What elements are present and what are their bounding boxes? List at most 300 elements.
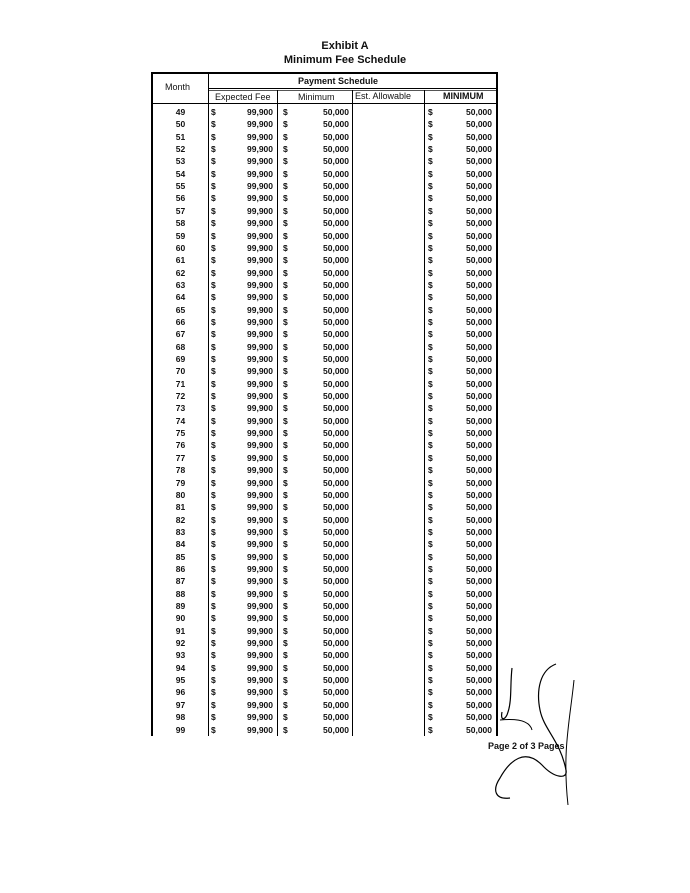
currency-symbol: $: [428, 267, 433, 278]
expected-fee-cell: 99,900: [247, 526, 273, 537]
minimum-caps-cell: 50,000: [466, 576, 492, 587]
minimum-caps-cell: 50,000: [466, 341, 492, 352]
expected-fee-cell: 99,900: [247, 316, 273, 327]
minimum-caps-cell: 50,000: [466, 477, 492, 488]
table-row: [153, 304, 496, 316]
minimum-cell: 50,000: [323, 539, 349, 550]
month-cell: 68: [175, 341, 186, 352]
currency-symbol: $: [211, 601, 216, 611]
currency-symbol: $: [428, 440, 433, 451]
minimum-cell: 50,000: [323, 502, 349, 513]
month-cell: 89: [175, 601, 186, 611]
minimum-caps-cell: 50,000: [466, 193, 492, 204]
currency-symbol: $: [428, 218, 433, 229]
currency-symbol: $: [283, 391, 288, 402]
minimum-cell: 50,000: [323, 477, 349, 488]
month-cell: 51: [175, 131, 186, 142]
month-cell: 69: [175, 354, 186, 364]
expected-fee-cell: 99,900: [247, 687, 273, 698]
table-row: [153, 143, 496, 155]
minimum-caps-cell: 50,000: [466, 489, 492, 500]
month-cell: 91: [175, 625, 186, 636]
col-header-payment-schedule: Payment Schedule: [298, 76, 379, 86]
expected-fee-cell: 99,900: [247, 292, 273, 303]
handwritten-signature: [470, 660, 580, 810]
month-cell: 92: [175, 638, 186, 649]
currency-symbol: $: [283, 526, 288, 537]
currency-symbol: $: [283, 354, 288, 364]
expected-fee-cell: 99,900: [247, 403, 273, 414]
table-row: [153, 625, 496, 637]
expected-fee-cell: 99,900: [247, 218, 273, 229]
currency-symbol: $: [428, 242, 433, 253]
currency-symbol: $: [428, 354, 433, 364]
col-header-est-allowable: Est. Allowable: [355, 91, 412, 101]
currency-symbol: $: [428, 687, 433, 698]
currency-symbol: $: [428, 131, 433, 142]
currency-symbol: $: [428, 489, 433, 500]
minimum-cell: 50,000: [323, 712, 349, 723]
month-cell: 58: [175, 218, 186, 229]
currency-symbol: $: [428, 551, 433, 562]
minimum-caps-cell: 50,000: [466, 378, 492, 389]
expected-fee-cell: 99,900: [247, 415, 273, 426]
currency-symbol: $: [428, 662, 433, 673]
table-row: [153, 600, 496, 612]
month-cell: 85: [175, 551, 186, 562]
expected-fee-cell: 99,900: [247, 440, 273, 451]
exhibit-title: Exhibit A: [321, 40, 369, 52]
currency-symbol: $: [283, 563, 288, 574]
currency-symbol: $: [211, 502, 216, 513]
month-cell: 64: [175, 292, 186, 303]
table-row: [153, 279, 496, 291]
table-row: [153, 439, 496, 451]
expected-fee-cell: 99,900: [247, 588, 273, 599]
currency-symbol: $: [283, 415, 288, 426]
table-row: [153, 563, 496, 575]
header-bottom-rule: [153, 103, 496, 104]
currency-symbol: $: [428, 502, 433, 513]
month-cell: 53: [175, 156, 186, 167]
month-cell: 60: [175, 242, 186, 253]
currency-symbol: $: [283, 205, 288, 216]
col-header-expected-fee: Expected Fee: [215, 92, 271, 102]
minimum-cell: 50,000: [323, 144, 349, 155]
minimum-cell: 50,000: [323, 588, 349, 599]
minimum-cell: 50,000: [323, 230, 349, 241]
expected-fee-cell: 99,900: [247, 107, 273, 117]
minimum-caps-cell: 50,000: [466, 625, 492, 636]
currency-symbol: $: [283, 699, 288, 710]
currency-symbol: $: [428, 699, 433, 710]
currency-symbol: $: [283, 662, 288, 673]
minimum-cell: 50,000: [323, 613, 349, 624]
table-row: [153, 427, 496, 439]
currency-symbol: $: [211, 576, 216, 587]
minimum-cell: 50,000: [323, 205, 349, 216]
table-row: [153, 637, 496, 649]
expected-fee-cell: 99,900: [247, 255, 273, 266]
month-cell: 62: [175, 267, 186, 278]
minimum-cell: 50,000: [323, 267, 349, 278]
minimum-caps-cell: 50,000: [466, 119, 492, 130]
minimum-caps-cell: 50,000: [466, 144, 492, 155]
table-row: [153, 341, 496, 353]
currency-symbol: $: [283, 514, 288, 525]
currency-symbol: $: [428, 119, 433, 130]
month-cell: 67: [175, 329, 186, 340]
minimum-caps-cell: 50,000: [466, 539, 492, 550]
table-row: [153, 526, 496, 538]
expected-fee-cell: 99,900: [247, 181, 273, 192]
currency-symbol: $: [428, 526, 433, 537]
minimum-caps-cell: 50,000: [466, 428, 492, 439]
minimum-cell: 50,000: [323, 279, 349, 290]
month-cell: 93: [175, 650, 186, 661]
month-cell: 56: [175, 193, 186, 204]
table-row: [153, 402, 496, 414]
minimum-cell: 50,000: [323, 514, 349, 525]
currency-symbol: $: [211, 292, 216, 303]
table-row: [153, 390, 496, 402]
expected-fee-cell: 99,900: [247, 601, 273, 611]
currency-symbol: $: [211, 378, 216, 389]
minimum-cell: 50,000: [323, 107, 349, 117]
currency-symbol: $: [283, 613, 288, 624]
currency-symbol: $: [211, 316, 216, 327]
table-row: [153, 538, 496, 550]
currency-symbol: $: [428, 205, 433, 216]
month-cell: 98: [175, 712, 186, 723]
table-row: [153, 106, 496, 118]
currency-symbol: $: [283, 477, 288, 488]
minimum-caps-cell: 50,000: [466, 205, 492, 216]
expected-fee-cell: 99,900: [247, 205, 273, 216]
currency-symbol: $: [211, 107, 216, 117]
minimum-cell: 50,000: [323, 292, 349, 303]
expected-fee-cell: 99,900: [247, 168, 273, 179]
currency-symbol: $: [428, 230, 433, 241]
currency-symbol: $: [211, 341, 216, 352]
expected-fee-cell: 99,900: [247, 428, 273, 439]
minimum-caps-cell: 50,000: [466, 724, 492, 735]
currency-symbol: $: [283, 292, 288, 303]
minimum-cell: 50,000: [323, 428, 349, 439]
currency-symbol: $: [283, 107, 288, 117]
minimum-cell: 50,000: [323, 354, 349, 364]
currency-symbol: $: [211, 156, 216, 167]
currency-symbol: $: [283, 588, 288, 599]
minimum-caps-cell: 50,000: [466, 354, 492, 364]
currency-symbol: $: [428, 403, 433, 414]
table-row: [153, 612, 496, 624]
currency-symbol: $: [428, 329, 433, 340]
table-row: [153, 155, 496, 167]
currency-symbol: $: [283, 181, 288, 192]
expected-fee-cell: 99,900: [247, 465, 273, 476]
currency-symbol: $: [283, 539, 288, 550]
table-row: [153, 551, 496, 563]
currency-symbol: $: [283, 551, 288, 562]
month-cell: 80: [175, 489, 186, 500]
currency-symbol: $: [211, 255, 216, 266]
currency-symbol: $: [283, 403, 288, 414]
currency-symbol: $: [211, 144, 216, 155]
currency-symbol: $: [428, 107, 433, 117]
table-row: [153, 477, 496, 489]
minimum-caps-cell: 50,000: [466, 662, 492, 673]
currency-symbol: $: [428, 316, 433, 327]
col-header-month: Month: [165, 82, 191, 92]
minimum-cell: 50,000: [323, 563, 349, 574]
minimum-cell: 50,000: [323, 675, 349, 686]
month-cell: 70: [175, 366, 186, 377]
page-number: Page 2 of 3 Pages: [488, 741, 565, 751]
expected-fee-cell: 99,900: [247, 242, 273, 253]
currency-symbol: $: [283, 168, 288, 179]
currency-symbol: $: [428, 477, 433, 488]
minimum-caps-cell: 50,000: [466, 675, 492, 686]
currency-symbol: $: [428, 675, 433, 686]
minimum-cell: 50,000: [323, 242, 349, 253]
currency-symbol: $: [211, 304, 216, 315]
currency-symbol: $: [211, 514, 216, 525]
expected-fee-cell: 99,900: [247, 193, 273, 204]
minimum-cell: 50,000: [323, 329, 349, 340]
expected-fee-cell: 99,900: [247, 539, 273, 550]
minimum-cell: 50,000: [323, 378, 349, 389]
currency-symbol: $: [283, 625, 288, 636]
month-cell: 75: [175, 428, 186, 439]
month-cell: 78: [175, 465, 186, 476]
expected-fee-cell: 99,900: [247, 279, 273, 290]
month-cell: 59: [175, 230, 186, 241]
currency-symbol: $: [211, 477, 216, 488]
month-cell: 71: [175, 378, 186, 389]
expected-fee-cell: 99,900: [247, 119, 273, 130]
month-cell: 49: [175, 107, 186, 117]
minimum-cell: 50,000: [323, 576, 349, 587]
month-cell: 79: [175, 477, 186, 488]
currency-symbol: $: [211, 638, 216, 649]
currency-symbol: $: [283, 193, 288, 204]
expected-fee-cell: 99,900: [247, 502, 273, 513]
table-row: [153, 711, 496, 723]
schedule-subtitle: Minimum Fee Schedule: [283, 54, 407, 66]
fee-schedule-table: [151, 72, 498, 736]
month-cell: 54: [175, 168, 186, 179]
expected-fee-cell: 99,900: [247, 625, 273, 636]
minimum-cell: 50,000: [323, 638, 349, 649]
expected-fee-cell: 99,900: [247, 489, 273, 500]
month-cell: 73: [175, 403, 186, 414]
currency-symbol: $: [211, 687, 216, 698]
expected-fee-cell: 99,900: [247, 576, 273, 587]
minimum-cell: 50,000: [323, 218, 349, 229]
currency-symbol: $: [283, 267, 288, 278]
month-cell: 57: [175, 205, 186, 216]
minimum-caps-cell: 50,000: [466, 366, 492, 377]
currency-symbol: $: [283, 378, 288, 389]
currency-symbol: $: [211, 403, 216, 414]
month-cell: 76: [175, 440, 186, 451]
currency-symbol: $: [428, 514, 433, 525]
minimum-caps-cell: 50,000: [466, 588, 492, 599]
minimum-caps-cell: 50,000: [466, 415, 492, 426]
table-row: [153, 575, 496, 587]
currency-symbol: $: [211, 489, 216, 500]
currency-symbol: $: [283, 638, 288, 649]
table-row: [153, 699, 496, 711]
expected-fee-cell: 99,900: [247, 724, 273, 735]
table-row: [153, 316, 496, 328]
currency-symbol: $: [283, 341, 288, 352]
table-row: [153, 649, 496, 661]
minimum-caps-cell: 50,000: [466, 156, 492, 167]
currency-symbol: $: [211, 675, 216, 686]
expected-fee-cell: 99,900: [247, 563, 273, 574]
expected-fee-cell: 99,900: [247, 712, 273, 723]
minimum-caps-cell: 50,000: [466, 242, 492, 253]
month-cell: 88: [175, 588, 186, 599]
currency-symbol: $: [283, 242, 288, 253]
table-row: [153, 291, 496, 303]
currency-symbol: $: [211, 428, 216, 439]
currency-symbol: $: [283, 316, 288, 327]
currency-symbol: $: [211, 168, 216, 179]
expected-fee-cell: 99,900: [247, 551, 273, 562]
minimum-cell: 50,000: [323, 119, 349, 130]
currency-symbol: $: [211, 354, 216, 364]
month-cell: 96: [175, 687, 186, 698]
currency-symbol: $: [283, 440, 288, 451]
currency-symbol: $: [283, 156, 288, 167]
currency-symbol: $: [283, 489, 288, 500]
expected-fee-cell: 99,900: [247, 341, 273, 352]
currency-symbol: $: [428, 255, 433, 266]
minimum-cell: 50,000: [323, 526, 349, 537]
minimum-caps-cell: 50,000: [466, 292, 492, 303]
minimum-caps-cell: 50,000: [466, 526, 492, 537]
table-row: [153, 501, 496, 513]
currency-symbol: $: [283, 230, 288, 241]
currency-symbol: $: [211, 539, 216, 550]
currency-symbol: $: [283, 650, 288, 661]
minimum-caps-cell: 50,000: [466, 465, 492, 476]
minimum-caps-cell: 50,000: [466, 181, 492, 192]
table-row: [153, 267, 496, 279]
currency-symbol: $: [283, 131, 288, 142]
currency-symbol: $: [211, 391, 216, 402]
currency-symbol: $: [428, 613, 433, 624]
currency-symbol: $: [211, 724, 216, 735]
currency-symbol: $: [428, 601, 433, 611]
minimum-caps-cell: 50,000: [466, 218, 492, 229]
expected-fee-cell: 99,900: [247, 699, 273, 710]
table-row: [153, 254, 496, 266]
minimum-cell: 50,000: [323, 304, 349, 315]
table-row: [153, 588, 496, 600]
minimum-cell: 50,000: [323, 341, 349, 352]
minimum-cell: 50,000: [323, 551, 349, 562]
currency-symbol: $: [211, 662, 216, 673]
expected-fee-cell: 99,900: [247, 267, 273, 278]
table-row: [153, 353, 496, 365]
month-cell: 83: [175, 526, 186, 537]
minimum-caps-cell: 50,000: [466, 168, 492, 179]
currency-symbol: $: [211, 131, 216, 142]
table-row: [153, 180, 496, 192]
expected-fee-cell: 99,900: [247, 354, 273, 364]
currency-symbol: $: [211, 181, 216, 192]
minimum-caps-cell: 50,000: [466, 650, 492, 661]
expected-fee-cell: 99,900: [247, 366, 273, 377]
minimum-cell: 50,000: [323, 403, 349, 414]
currency-symbol: $: [428, 415, 433, 426]
minimum-cell: 50,000: [323, 366, 349, 377]
table-row: [153, 452, 496, 464]
table-row: [153, 514, 496, 526]
month-cell: 84: [175, 539, 186, 550]
currency-symbol: $: [283, 502, 288, 513]
table-row: [153, 415, 496, 427]
month-cell: 55: [175, 181, 186, 192]
expected-fee-cell: 99,900: [247, 230, 273, 241]
currency-symbol: $: [211, 366, 216, 377]
minimum-caps-cell: 50,000: [466, 638, 492, 649]
minimum-caps-cell: 50,000: [466, 107, 492, 117]
minimum-caps-cell: 50,000: [466, 255, 492, 266]
currency-symbol: $: [428, 650, 433, 661]
minimum-caps-cell: 50,000: [466, 440, 492, 451]
currency-symbol: $: [428, 304, 433, 315]
month-cell: 50: [175, 119, 186, 130]
table-row: [153, 131, 496, 143]
table-row: [153, 192, 496, 204]
currency-symbol: $: [428, 366, 433, 377]
minimum-caps-cell: 50,000: [466, 601, 492, 611]
minimum-cell: 50,000: [323, 316, 349, 327]
currency-symbol: $: [283, 255, 288, 266]
currency-symbol: $: [428, 576, 433, 587]
minimum-caps-cell: 50,000: [466, 279, 492, 290]
minimum-cell: 50,000: [323, 391, 349, 402]
currency-symbol: $: [211, 267, 216, 278]
minimum-cell: 50,000: [323, 489, 349, 500]
minimum-caps-cell: 50,000: [466, 391, 492, 402]
minimum-caps-cell: 50,000: [466, 304, 492, 315]
table-row: [153, 365, 496, 377]
month-cell: 72: [175, 391, 186, 402]
currency-symbol: $: [283, 675, 288, 686]
currency-symbol: $: [428, 465, 433, 476]
minimum-caps-cell: 50,000: [466, 329, 492, 340]
minimum-cell: 50,000: [323, 168, 349, 179]
expected-fee-cell: 99,900: [247, 329, 273, 340]
table-row: [153, 205, 496, 217]
month-cell: 94: [175, 662, 186, 673]
expected-fee-cell: 99,900: [247, 156, 273, 167]
month-cell: 65: [175, 304, 186, 315]
minimum-cell: 50,000: [323, 193, 349, 204]
expected-fee-cell: 99,900: [247, 477, 273, 488]
month-cell: 61: [175, 255, 186, 266]
month-cell: 97: [175, 699, 186, 710]
currency-symbol: $: [211, 205, 216, 216]
currency-symbol: $: [211, 465, 216, 476]
currency-symbol: $: [211, 242, 216, 253]
